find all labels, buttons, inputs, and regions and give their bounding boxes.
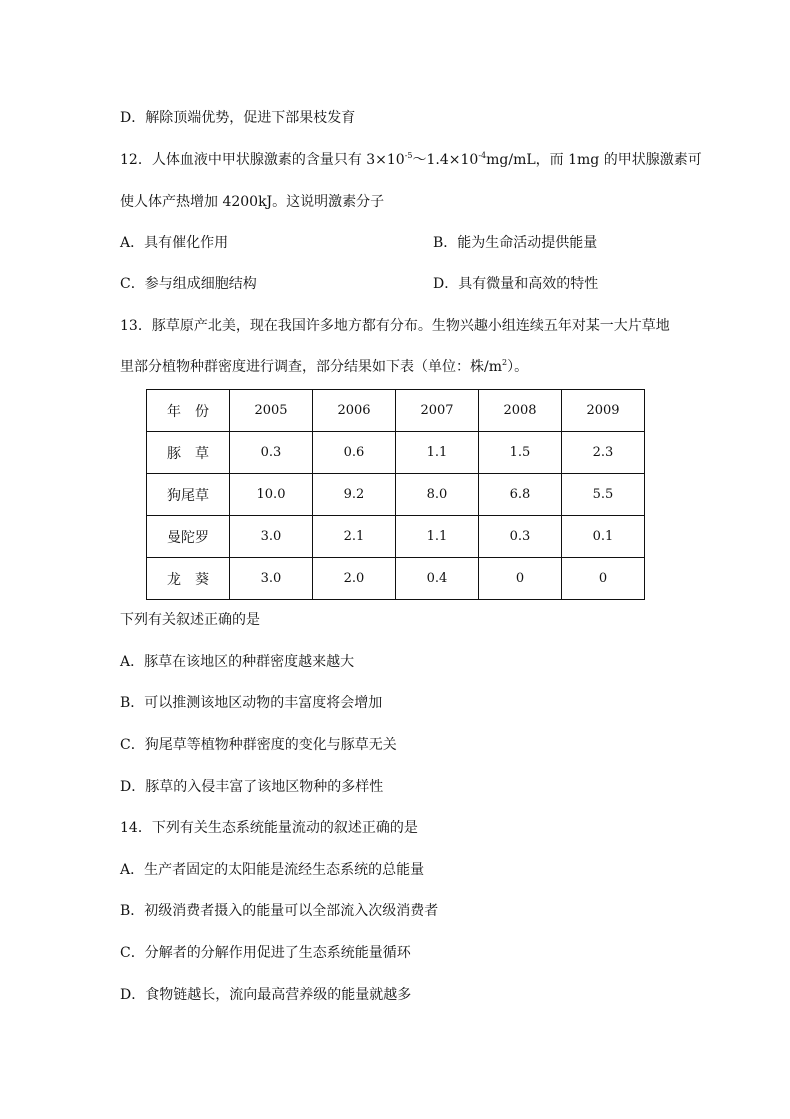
q13-option-a: A．豚草在该地区的种群密度越来越大: [120, 654, 355, 670]
table-cell: 10.0: [230, 474, 313, 516]
q13-option-c: C．狗尾草等植物种群密度的变化与豚草无关: [120, 737, 397, 753]
table-cell: 2.1: [313, 516, 396, 558]
q11-option-d: D．解除顶端优势，促进下部果枝发育: [120, 110, 356, 126]
q14-option-a: A．生产者固定的太阳能是流经生态系统的总能量: [120, 862, 425, 878]
table-cell: 8.0: [396, 474, 479, 516]
table-cell: 0.1: [562, 516, 645, 558]
table-row: [147, 474, 645, 516]
q13-question: 下列有关叙述正确的是: [120, 612, 260, 628]
table-header-cell: 2006: [313, 390, 396, 432]
table-cell: 0.3: [479, 516, 562, 558]
table-header-cell: 2008: [479, 390, 562, 432]
q12-option-c: C．参与组成细胞结构: [120, 276, 257, 292]
table-cell: 5.5: [562, 474, 645, 516]
q12-stem-line1: 12．人体血液中甲状腺激素的含量只有 $3\times 10^{-5}\sim 1.4\times 10^{-4}mg/mL$，而 1mg 的甲状腺激素可: [120, 151, 702, 168]
q12-stem-line2: 使人体产热增加 4200kJ。这说明激素分子: [120, 194, 385, 210]
q14-option-d: D．食物链越长，流向最高营养级的能量就越多: [120, 987, 412, 1003]
table-cell: 2.3: [562, 432, 645, 474]
q12-option-b: B．能为生命活动提供能量: [433, 235, 598, 251]
table-header-row: [147, 390, 645, 432]
table-cell: 0.4: [396, 558, 479, 600]
table-header-cell: 2007: [396, 390, 479, 432]
table-header-cell: 2005: [230, 390, 313, 432]
table-row: [147, 516, 645, 558]
density-table: [146, 389, 645, 600]
table-cell: 狗尾草: [147, 474, 230, 516]
table-row: [147, 558, 645, 600]
table-cell: 1.1: [396, 432, 479, 474]
table-cell: 0.3: [230, 432, 313, 474]
table-cell: 3.0: [230, 558, 313, 600]
table-cell: 龙 葵: [147, 558, 230, 600]
q13-option-b: B．可以推测该地区动物的丰富度将会增加: [120, 695, 383, 711]
table-row: [147, 432, 645, 474]
q14-stem: 14．下列有关生态系统能量流动的叙述正确的是: [120, 820, 418, 836]
table-cell: 0: [562, 558, 645, 600]
table-cell: 1.1: [396, 516, 479, 558]
table-cell: 0.6: [313, 432, 396, 474]
q14-option-c: C．分解者的分解作用促进了生态系统能量循环: [120, 945, 411, 961]
q13-stem-line2: 里部分植物种群密度进行调查，部分结果如下表（单位：株$/m^2$）。: [120, 358, 529, 375]
table-cell: 9.2: [313, 474, 396, 516]
q13-option-d: D．豚草的入侵丰富了该地区物种的多样性: [120, 779, 384, 795]
table-cell: 3.0: [230, 516, 313, 558]
table-header-cell: 2009: [562, 390, 645, 432]
q13-stem-line1: 13．豚草原产北美，现在我国许多地方都有分布。生物兴趣小组连续五年对某一大片草地: [120, 318, 670, 334]
q12-option-d: D．具有微量和高效的特性: [433, 276, 599, 292]
table-cell: 0: [479, 558, 562, 600]
table-cell: 2.0: [313, 558, 396, 600]
table-cell: 1.5: [479, 432, 562, 474]
q12-option-a: A．具有催化作用: [120, 235, 229, 251]
table-cell: 6.8: [479, 474, 562, 516]
table-cell: 曼陀罗: [147, 516, 230, 558]
table-header-cell: 年 份: [147, 390, 230, 432]
table-cell: 豚 草: [147, 432, 230, 474]
q14-option-b: B．初级消费者摄入的能量可以全部流入次级消费者: [120, 903, 439, 919]
